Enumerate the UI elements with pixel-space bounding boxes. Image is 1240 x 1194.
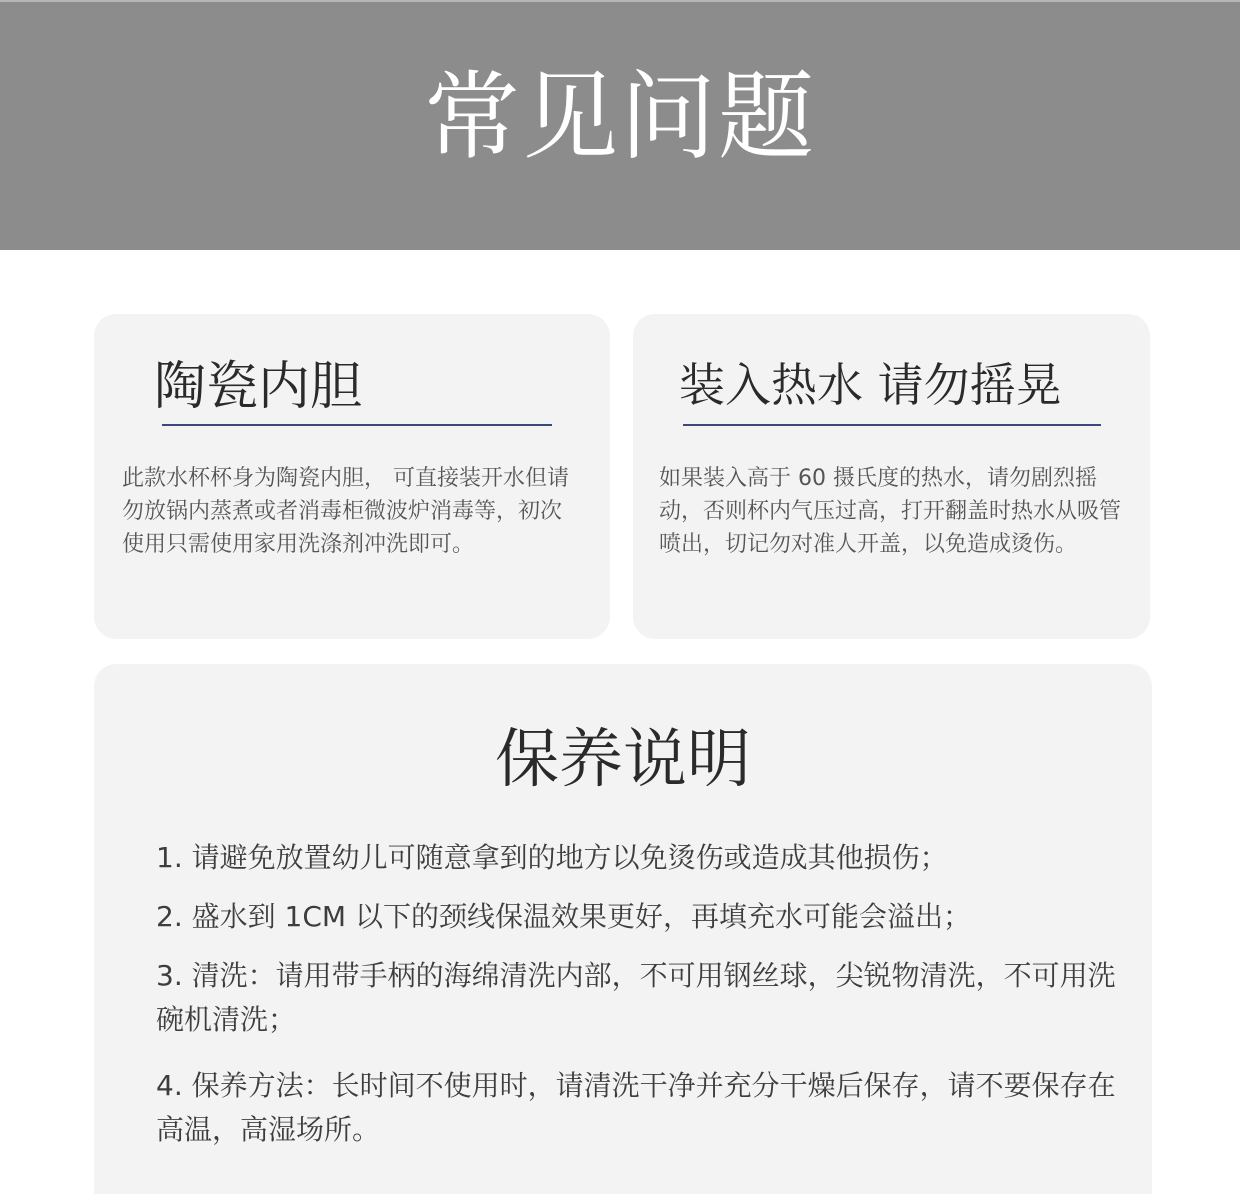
care-title: 保养说明 xyxy=(495,723,751,797)
faq-card-heading: 装入热水 请勿摇晃 xyxy=(679,358,1062,412)
page-title: 常见问题 xyxy=(424,61,816,173)
faq-card-heading: 陶瓷内胆 xyxy=(154,357,363,417)
care-item: 1. 请避免放置幼儿可随意拿到的地方以免烫伤或造成其他损伤； xyxy=(156,841,948,874)
faq-card-body: 此款水杯杯身为陶瓷内胆， 可直接装开水但请勿放锅内蒸煮或者消毒柜微波炉消毒等，初次使用只需使用家用洗涤剂冲洗即可。 xyxy=(122,466,569,557)
heading-underline xyxy=(683,424,1101,426)
care-list xyxy=(156,836,1116,1167)
faq-card-ceramic-liner xyxy=(94,314,610,639)
faq-card-body: 如果装入高于 60 摄氏度的热水，请勿剧烈摇动，否则杯内气压过高，打开翻盖时热水从吸管喷出，切记勿对准人开盖，以免造成烫伤。 xyxy=(659,466,1122,557)
care-item: 4. 保养方法：长时间不使用时，请清洗干净并充分干燥后保存，请不要保存在高温，高湿场所。 xyxy=(156,1069,1116,1146)
care-instructions-card xyxy=(94,664,1152,1194)
care-item: 2. 盛水到 1CM 以下的颈线保温效果更好，再填充水可能会溢出； xyxy=(156,900,971,933)
faq-card-hot-water xyxy=(633,314,1150,639)
care-item: 3. 清洗：请用带手柄的海绵清洗内部，不可用钢丝球，尖锐物清洗，不可用洗碗机清洗； xyxy=(156,959,1116,1036)
faq-banner xyxy=(0,0,1240,250)
heading-underline xyxy=(162,424,552,426)
